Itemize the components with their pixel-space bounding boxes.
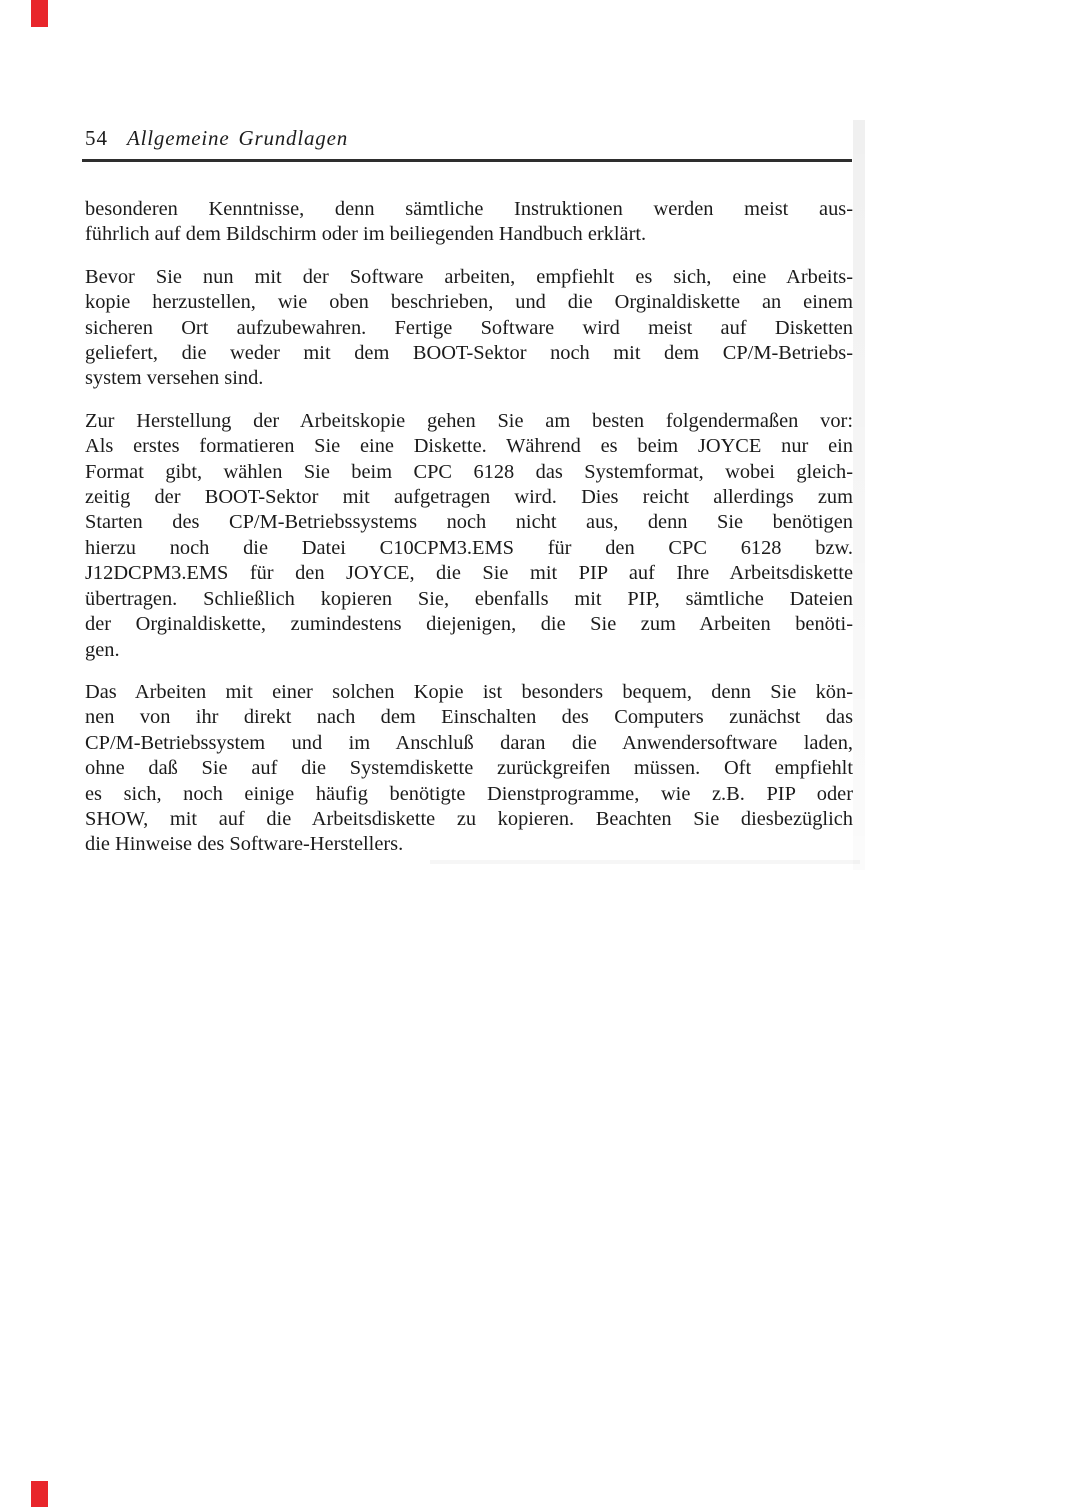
text-line: Als erstes formatieren Sie eine Diskette. Während es beim JOYCE nur ein: [85, 435, 853, 458]
red-edge-marker-bottom: [31, 1481, 48, 1507]
page-number: 54: [85, 126, 108, 150]
red-edge-marker-top: [31, 0, 48, 27]
text-line: Zur Herstellung der Arbeitskopie gehen Sie am besten folgendermaßen vor:: [85, 409, 853, 432]
text-line: Bevor Sie nun mit der Software arbeiten, empfiehlt es sich, eine Arbeits-: [85, 265, 853, 288]
text-line: J12DCPM3.EMS für den JOYCE, die Sie mit PIP auf Ihre Arbeitsdiskette: [85, 562, 853, 585]
text-line: es sich, noch einige häufig benötigte Dienstprogramme, wie z.B. PIP oder: [85, 782, 853, 805]
paragraph: [85, 680, 853, 858]
page-header: [85, 126, 348, 151]
text-line: führlich auf dem Bildschirm oder im beiliegenden Handbuch erklärt.: [85, 223, 647, 246]
text-line: kopie herzustellen, wie oben beschrieben, und die Orginaldiskette an einem: [85, 291, 853, 314]
text-line: Starten des CP/M-Betriebssystems noch nicht aus, denn Sie benötigen: [85, 511, 853, 534]
text-line: CP/M-Betriebssystem und im Anschluß daran die Anwendersoftware laden,: [85, 731, 853, 754]
text-line: SHOW, mit auf die Arbeitsdiskette zu kopieren. Beachten Sie diesbezüglich: [85, 807, 853, 830]
text-line: besonderen Kenntnisse, denn sämtliche Instruktionen werden meist aus-: [85, 198, 853, 220]
text-line: der Orginaldiskette, zumindestens diejenigen, die Sie zum Arbeiten benöti-: [85, 613, 853, 636]
text-line: Format gibt, wählen Sie beim CPC 6128 das Systemformat, wobei gleich-: [85, 460, 853, 483]
text-line: nen von ihr direkt nach dem Einschalten des Computers zunächst das: [85, 706, 853, 729]
text-line: Das Arbeiten mit einer solchen Kopie ist besonders bequem, denn Sie kön-: [85, 680, 853, 703]
header-rule: [82, 159, 852, 162]
text-line: system versehen sind.: [85, 367, 264, 390]
text-line: die Hinweise des Software-Herstellers.: [85, 833, 404, 856]
body-text: [85, 197, 853, 875]
running-title: Allgemeine Grundlagen: [127, 126, 349, 150]
paragraph: [85, 265, 853, 392]
text-line: sicheren Ort aufzubewahren. Fertige Software wird meist auf Disketten: [85, 316, 853, 339]
paragraph: [85, 197, 853, 248]
text-line: übertragen. Schließlich kopieren Sie, ebenfalls mit PIP, sämtliche Dateien: [85, 587, 853, 610]
text-line: geliefert, die weder mit dem BOOT-Sektor noch mit dem CP/M-Betriebs-: [85, 342, 853, 365]
text-line: hierzu noch die Datei C10CPM3.EMS für den CPC 6128 bzw.: [85, 536, 853, 559]
paragraph: [85, 409, 853, 663]
text-line: zeitig der BOOT-Sektor mit aufgetragen wird. Dies reicht allerdings zum: [85, 486, 853, 509]
text-line: gen.: [85, 638, 120, 661]
scan-shadow: [853, 120, 865, 870]
text-line: ohne daß Sie auf die Systemdiskette zurückgreifen müssen. Oft empfiehlt: [85, 757, 853, 780]
